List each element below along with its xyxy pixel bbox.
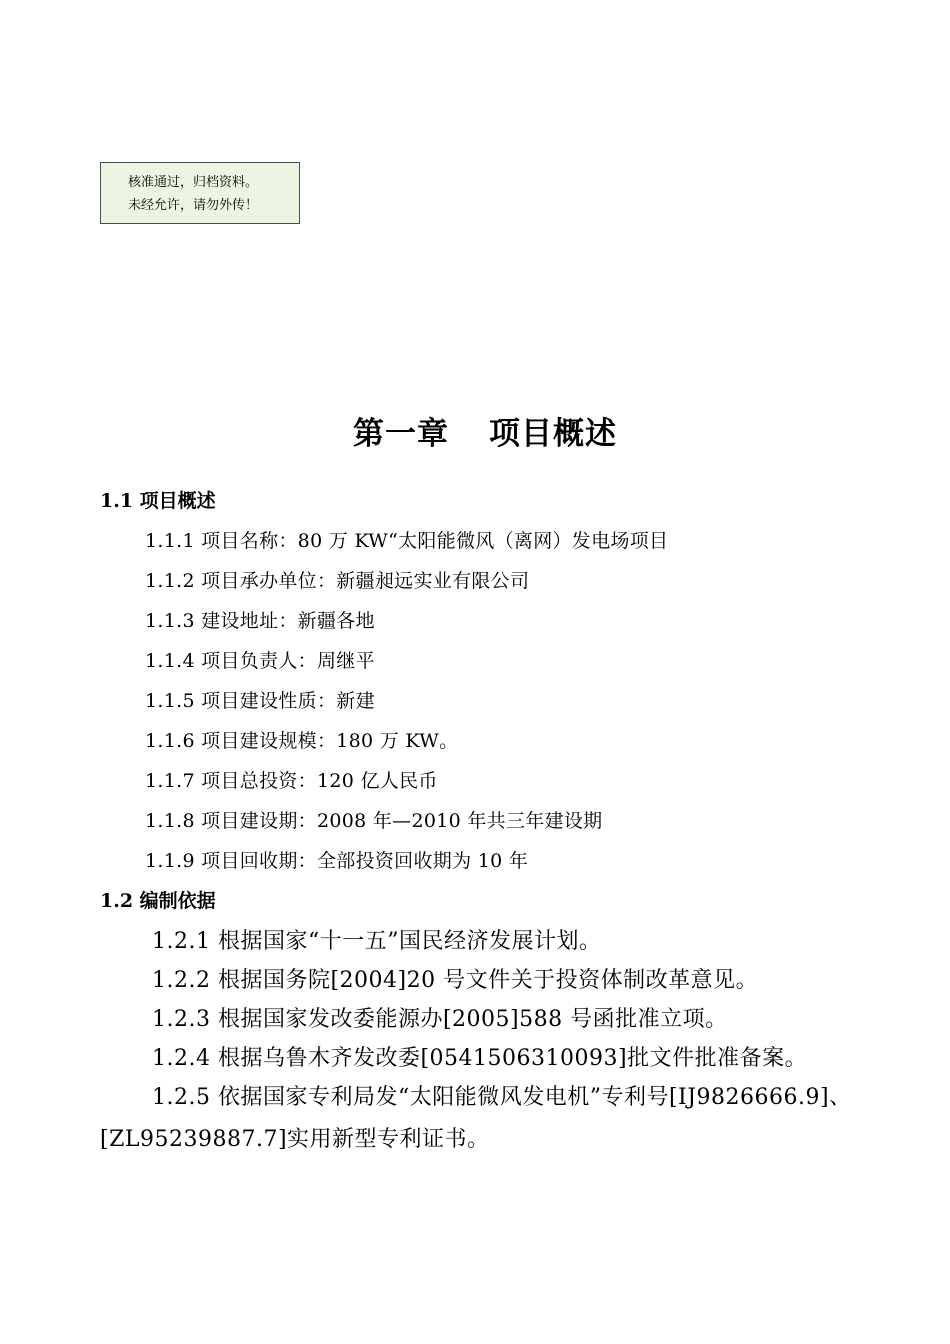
- approval-stamp-box: [100, 162, 300, 224]
- item-1-2-5: 1.2.5 依据国家专利局发“太阳能微风发电机”专利号[IJ9826666.9]、: [152, 1085, 852, 1110]
- stamp-line-2: 未经允许，请勿外传！: [128, 198, 259, 213]
- chapter-number: 第一章: [353, 416, 449, 452]
- section-heading-1-2: 1.2 编制依据: [100, 890, 216, 912]
- item-1-2-5-continued: [ZL95239887.7]实用新型专利证书。: [100, 1127, 490, 1152]
- item-1-2-2: 1.2.2 根据国务院[2004]20 号文件关于投资体制改革意见。: [152, 968, 759, 993]
- item-1-1-7: 1.1.7 项目总投资：120 亿人民币: [145, 770, 438, 792]
- item-1-1-4: 1.1.4 项目负责人：周继平: [145, 650, 375, 672]
- item-1-1-3: 1.1.3 建设地址：新疆各地: [145, 610, 375, 632]
- item-1-2-3: 1.2.3 根据国家发改委能源办[2005]588 号函批准立项。: [152, 1007, 728, 1032]
- chapter-title: [0, 408, 950, 453]
- item-1-2-4: 1.2.4 根据乌鲁木齐发改委[0541506310093]批文件批准备案。: [152, 1046, 808, 1071]
- chapter-name: 项目概述: [489, 416, 617, 452]
- item-1-1-6: 1.1.6 项目建设规模：180 万 KW。: [145, 730, 459, 752]
- item-1-1-9: 1.1.9 项目回收期：全部投资回收期为 10 年: [145, 850, 529, 872]
- item-1-1-8: 1.1.8 项目建设期：2008 年—2010 年共三年建设期: [145, 810, 603, 832]
- item-1-1-5: 1.1.5 项目建设性质：新建: [145, 690, 375, 712]
- item-1-1-2: 1.1.2 项目承办单位：新疆昶远实业有限公司: [145, 570, 530, 592]
- section-heading-1-1: 1.1 项目概述: [100, 490, 216, 512]
- item-1-2-1: 1.2.1 根据国家“十一五”国民经济发展计划。: [152, 929, 602, 954]
- item-1-1-1: 1.1.1 项目名称：80 万 KW“太阳能微风（离网）发电场项目: [145, 530, 669, 552]
- stamp-line-1: 核准通过，归档资料。: [128, 175, 259, 190]
